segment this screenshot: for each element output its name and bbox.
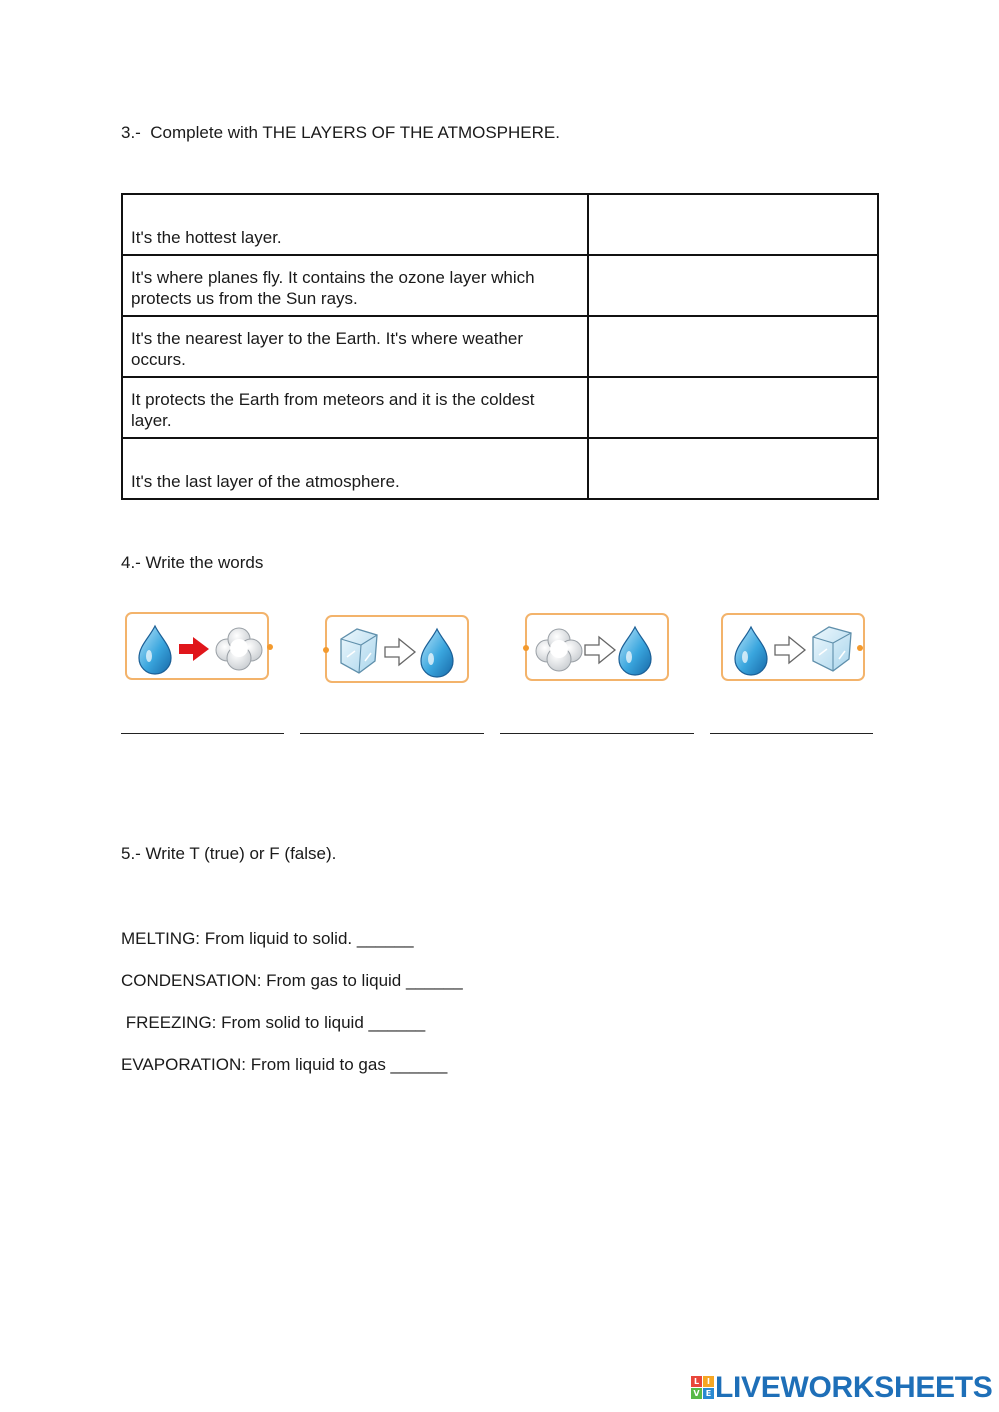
- outline-arrow-icon: [585, 637, 615, 663]
- table-row: [122, 255, 878, 316]
- layers-table: [121, 193, 879, 500]
- clue-cell: It protects the Earth from meteors and it is the coldest layer.: [122, 377, 588, 438]
- connector-dot: [267, 644, 273, 650]
- logo-tile: E: [703, 1388, 714, 1399]
- card-melting: [325, 615, 469, 683]
- statement: CONDENSATION: From gas to liquid ______: [121, 971, 463, 990]
- card-condensation: [525, 613, 669, 681]
- answer-line[interactable]: [500, 733, 694, 734]
- answer-line[interactable]: [300, 733, 484, 734]
- drop-icon: [619, 627, 651, 675]
- clue-cell: It's the hottest layer.: [122, 194, 588, 255]
- q3-title: 3.- Complete with THE LAYERS OF THE ATMOSPHERE.: [121, 123, 560, 142]
- card-freezing: [721, 613, 865, 681]
- clue-cell: It's the last layer of the atmosphere.: [122, 438, 588, 499]
- cloud-icon: [216, 628, 262, 670]
- logo-tiles: [691, 1376, 715, 1400]
- clue-cell: It's the nearest layer to the Earth. It's where weather occurs.: [122, 316, 588, 377]
- ice-cube-icon: [813, 627, 851, 671]
- table-row: [122, 194, 878, 255]
- table-row: [122, 377, 878, 438]
- answer-cell[interactable]: [588, 255, 878, 316]
- ice-cube-icon: [341, 629, 377, 673]
- logo-text: LIVEWORKSHEETS: [715, 1371, 993, 1404]
- table-row: [122, 438, 878, 499]
- answer-cell[interactable]: [588, 377, 878, 438]
- outline-arrow-icon: [385, 639, 415, 665]
- outline-arrow-icon: [775, 637, 805, 663]
- logo-tile: L: [691, 1376, 702, 1387]
- q4-title: 4.- Write the words: [121, 553, 264, 572]
- card-evaporation: [125, 612, 269, 680]
- drop-icon: [735, 627, 767, 675]
- connector-dot: [857, 645, 863, 651]
- answer-line[interactable]: [121, 733, 284, 734]
- answer-line[interactable]: [710, 733, 873, 734]
- statement: EVAPORATION: From liquid to gas ______: [121, 1055, 448, 1074]
- table-row: [122, 316, 878, 377]
- connector-dot: [323, 647, 329, 653]
- answer-cell[interactable]: [588, 194, 878, 255]
- connector-dot: [523, 645, 529, 651]
- logo-tile: V: [691, 1388, 702, 1399]
- cloud-icon: [536, 629, 582, 671]
- q5-title: 5.- Write T (true) or F (false).: [121, 844, 337, 863]
- answer-cell[interactable]: [588, 316, 878, 377]
- answer-cell[interactable]: [588, 438, 878, 499]
- clue-cell: It's where planes fly. It contains the ozone layer which protects us from the Sun rays.: [122, 255, 588, 316]
- drop-icon: [139, 626, 171, 674]
- red-arrow-icon: [179, 637, 209, 661]
- drop-icon: [421, 629, 453, 677]
- statement: MELTING: From liquid to solid. ______: [121, 929, 414, 948]
- statement: FREEZING: From solid to liquid ______: [121, 1013, 426, 1032]
- logo-tile: I: [703, 1376, 714, 1387]
